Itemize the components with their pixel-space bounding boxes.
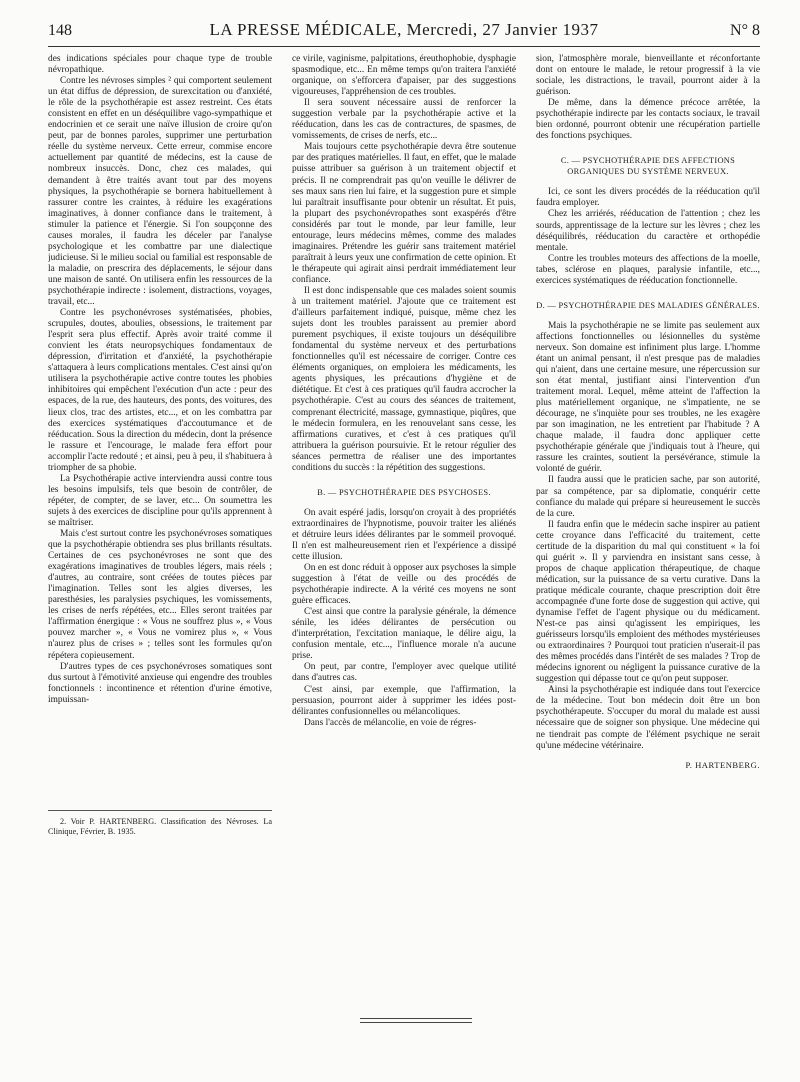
end-rule [360, 1018, 472, 1019]
paragraph: Il faudra enfin que le médecin sache inspirer au patient cette croyance dans l'efficacité du traitement, cette certitude de la disparition du mal qui constituent « la foi qui guérit ». Il y parviendra en insistant sans cesse, à propos de chaque application thérapeutique, de chaque médication, sur la puissance de sa vertu curative. Dans la pratique médicale courante, chaque prescription doit être accompagnée d'une forte dose de suggestion qui active, qui dynamise l'effet de l'agent physique ou du médicament. N'est-ce pas ainsi qu'agissent les empiriques, les guérisseurs lorsqu'ils emploient des méthodes mystérieuses ou extraordinaires ? Pourquoi tout praticien n'userait-il pas des mêmes procédés dans l'intérêt de ses malades ? Trop de médecins ignorent ou négligent la puissance curative de la suggestion qui dépasse tout ce qu'on peut supposer. [536, 519, 760, 685]
page-number: 148 [48, 22, 72, 39]
paragraph: On avait espéré jadis, lorsqu'on croyait à des propriétés extraordinaires de l'hypnotisme, pouvoir traiter les aliénés et détruire leurs idées délirantes par le sommeil provoqué. Il n'en est malheureusement rien et l'expérience a dissipé cette illusion. [292, 507, 516, 562]
section-heading-d: D. — PSYCHOTHÉRAPIE DES MALADIES GÉNÉRALES. [536, 300, 760, 310]
paragraph: Chez les arriérés, rééducation de l'attention ; chez les sourds, apprentissage de la lecture sur les lèvres ; chez les déséquilibrés, rééducation du caractère et orthopédie mentale. [536, 209, 760, 253]
issue-number: N° 8 [730, 22, 760, 39]
paragraph: C'est ainsi que contre la paralysie générale, la démence sénile, les idées délirantes de persécution ou d'interprétation, l'excitation maniaque, le délire aigu, la confusion mentale, etc..., l'influence morale n'a aucune prise. [292, 607, 516, 662]
journal-page [48, 18, 760, 1058]
paragraph: des indications spéciales pour chaque type de trouble névropathique. [48, 54, 272, 76]
footnote-text: 2. Voir P. HARTENBERG. Classification des Névroses. La Clinique, Février, B. 1935. [48, 817, 272, 836]
journal-title: LA PRESSE MÉDICALE, Mercredi, 27 Janvier 1937 [209, 20, 599, 39]
article-columns [48, 54, 760, 1014]
paragraph: Contre les troubles moteurs des affections de la moelle, tabes, sclérose en plaques, paralysie infantile, etc..., exercices systématiques de rééducation fonctionnelle. [536, 253, 760, 286]
paragraph: sion, l'atmosphère morale, bienveillante et réconfortante dont on entoure le malade, le retour progressif à la vie sociale, les distractions, le travail, pourront aider à la guérison. [536, 54, 760, 98]
footnote [48, 810, 272, 837]
author-signature: P. HARTENBERG. [685, 759, 760, 770]
paragraph: La Psychothérapie active interviendra aussi contre tous les besoins impulsifs, tels que besoin de contrôler, de répéter, de compter, de se laver, etc... On soumettra les sujets à des exercices de discipline pour qu'ils apprennent à se maîtriser. [48, 473, 272, 528]
paragraph: Il faudra aussi que le praticien sache, par son autorité, par sa compétence, par sa diplomatie, conquérir cette confiance du malade qui prépare si heureusement le succès de la cure. [536, 475, 760, 519]
paragraph: De même, dans la démence précoce arrêtée, la psychothérapie indirecte par les contacts sociaux, le travail bien ordonné, pourront obtenir une récupération partielle des fonctions psychiques. [536, 98, 760, 142]
paragraph: Ici, ce sont les divers procédés de la rééducation qu'il faudra employer. [536, 187, 760, 209]
paragraph: ce virile, vaginisme, palpitations, éreuthophobie, dysphagie spasmodique, etc... En même temps qu'on traitera l'anxiété organique, on s'efforcera d'apaiser, par des suggestions vigoureuses, l'appréhension de ces troubles. [292, 54, 516, 98]
paragraph: Mais c'est surtout contre les psychonévroses somatiques que la psychothérapie obtiendra ses plus brillants résultats. Certaines de ces psychonévroses ne sont que des exagérations imaginatives de troubles légers, mais réels ; d'autres, au contraire, sont créées de toutes pièces par l'imagination. Telles sont les algies diverses, les paresthésies, les paralysies psychiques, les vomissements, les crises de nerfs répétées, etc... Elles seront traitées par l'affirmation énergique : « Vous ne souffrez plus », « Vous pouvez marcher », « Vous ne vomirez plus », « Vous n'aurez plus de crises » ; telles sont les formules qu'on répétera copieusement. [48, 529, 272, 661]
paragraph: Il est donc indispensable que ces malades soient soumis à un traitement matériel. J'ajoute que ce traitement est d'ailleurs parfaitement indiqué, puisque, même chez les sujets dont les troubles paraissent au premier abord purement psychiques, il existe toujours un déséquilibre fondamental du système nerveux et des perturbations fonctionnelles qu'il est nécessaire de corriger. Contre ces éléments organiques, on emploiera les médicaments, les agents physiques, les précautions d'hygiène et de diététique. Et c'est à ces pratiques qu'il faudra accrocher la psychothérapie. C'est au cours des séances de traitement, comprenant électricité, massage, gymnastique, piqûres, que le médecin formulera, en les renouvelant sans cesse, les affirmations curatives, et c'est à ces pratiques qu'il attribuera la guérison poursuivie. Et le retour régulier des séances permettra de réaliser une des importantes conditions du succès : la répétition des suggestions. [292, 285, 516, 473]
paragraph: Contre les psychonévroses systématisées, phobies, scrupules, doutes, aboulies, obsessions, le traitement par l'esprit sera plus effectif. Après avoir traité comme il convient les états neuropsychiques fondamentaux de dépression, d'irritation et d'anxiété, la psychothérapie s'attaquera à leurs complications mentales. C'est ainsi qu'on utilisera la psychothérapie active contre toutes les phobies inhibitoires qui empêchent l'exécution d'un acte : peur des espaces, de la rue, des hauteurs, des ponts, des voitures, des lieux clos, trac des artistes, etc..., et on les combattra par des exercices systématiques d'accoutumance et de rééducation. Sous la direction du médecin, dont la présence le rassure et l'encourage, le malade fera effort pour accomplir l'acte redouté ; et ainsi, peu à peu, il s'habituera à triompher de sa phobie. [48, 308, 272, 473]
running-header [48, 18, 760, 47]
paragraph: C'est ainsi, par exemple, que l'affirmation, la persuasion, pourront aider à supprimer les idées post-délirantes confusionnelles ou mélancoliques. [292, 684, 516, 717]
paragraph: Dans l'accès de mélancolie, en voie de régres- [304, 717, 477, 728]
section-heading-b: B. — PSYCHOTHÉRAPIE DES PSYCHOSES. [317, 487, 491, 497]
end-rule [360, 1022, 472, 1023]
paragraph: Mais la psychothérapie ne se limite pas seulement aux affections fonctionnelles ou lésionnelles du système nerveux. Son domaine est infiniment plus large. L'homme étant un animal pensant, il n'est presque pas de maladies qui n'aient, dans une certaine mesure, une répercussion sur son état mental, justifiant ainsi l'intervention d'un traitement moral. Lequel, même atteint de l'affection la plus matériellement organique, ne s'impatiente, ne se décourage, ne s'inquiète pour ses troubles, ne les exagère par son imagination, ne les entretient par l'habitude ? A chaque malade, il faudra donc appliquer cette psychothérapie générale que j'indiquais tout à l'heure, qui rassure les craintes, soutient la persévérance, stimule la volonté de guérir. [536, 320, 760, 475]
paragraph: Il sera souvent nécessaire aussi de renforcer la suggestion verbale par la psychothérapie active et la rééducation, dans les cas de contractures, de spasmes, de vomissements, de crises de nerfs, etc... [292, 98, 516, 142]
paragraph: On en est donc réduit à opposer aux psychoses la simple suggestion à l'état de veille ou des procédés de psychothérapie indirecte. A la vérité ces moyens ne sont guère efficaces. [292, 563, 516, 607]
paragraph: On peut, par contre, l'employer avec quelque utilité dans d'autres cas. [292, 662, 516, 684]
section-heading-c: C. — PSYCHOTHÉRAPIE DES AFFECTIONS ORGANIQUES DU SYSTÈME NERVEUX. [560, 156, 736, 177]
column-2 [292, 54, 516, 1014]
paragraph: Ainsi la psychothérapie est indiquée dans tout l'exercice de la médecine. Tout bon médecin doit être un bon psychothérapeute. S'occuper du moral du malade est aussi nécessaire que de soigner son physique. Une médecine qui ne tiendrait pas compte de l'élément psychique ne serait qu'une médecine vétérinaire. [536, 685, 760, 751]
paragraph: Mais toujours cette psychothérapie devra être soutenue par des pratiques matérielles. Il faut, en effet, que le malade puisse attribuer sa guérison à un traitement objectif et précis. Il ne comprendrait pas qu'on veuille le délivrer de ses maux sans rien lui faire, et la suggestion pure et simple lui paraîtrait insuffisante pour obtenir un résultat. Et puis, la plupart des psychonévropathes sont exaspérés d'être considérés par tout le monde, par leur famille, leur entourage, leurs médecins mêmes, comme des malades imaginaires. Prétendre les guérir sans traitement matériel paraîtrait à leurs yeux une confirmation de cette opinion. Et le thérapeute qui agirait ainsi perdrait immédiatement leur confiance. [292, 142, 516, 285]
column-1 [48, 54, 272, 1014]
paragraph: D'autres types de ces psychonévroses somatiques sont dus surtout à l'émotivité anxieuse qui engendre des troubles fonctionnels : incontinence et rétention d'urine émotive, impuissan- [48, 661, 272, 705]
column-3 [536, 54, 760, 1014]
paragraph: Contre les névroses simples ² qui comportent seulement un état diffus de dépression, de surexcitation ou d'anxiété, le rôle de la psychothérapie est assez restreint. Ces états consistent en effet en un déséquilibre vago-sympathique et endocrinien et ce serait une naïve illusion de croire qu'on peut, par de bonnes paroles, supprimer une perturbation réelle du système nerveux. Cette erreur, commise encore actuellement par quantité de médecins, est la cause de nombreux insuccès. Donc, chez ces malades, qui demandent à être traités avant tout par des moyens physiques, la psychothérapie se bornera habituellement à rassurer contre les craintes, à réduire les exagérations imaginatives, à donner confiance dans le traitement, à stimuler la patience et l'énergie. Si l'on soupçonne des causes morales, il faudra les déceler par l'analyse psychologique et les combattre par une dialectique judicieuse. Si le milieu social ou familial est responsable de la maladie, on prescrira des déplacements, le séjour dans une maison de santé. On utilisera enfin les ressources de la psychothérapie indirecte : isolement, distractions, voyages, travail, etc... [48, 76, 272, 308]
